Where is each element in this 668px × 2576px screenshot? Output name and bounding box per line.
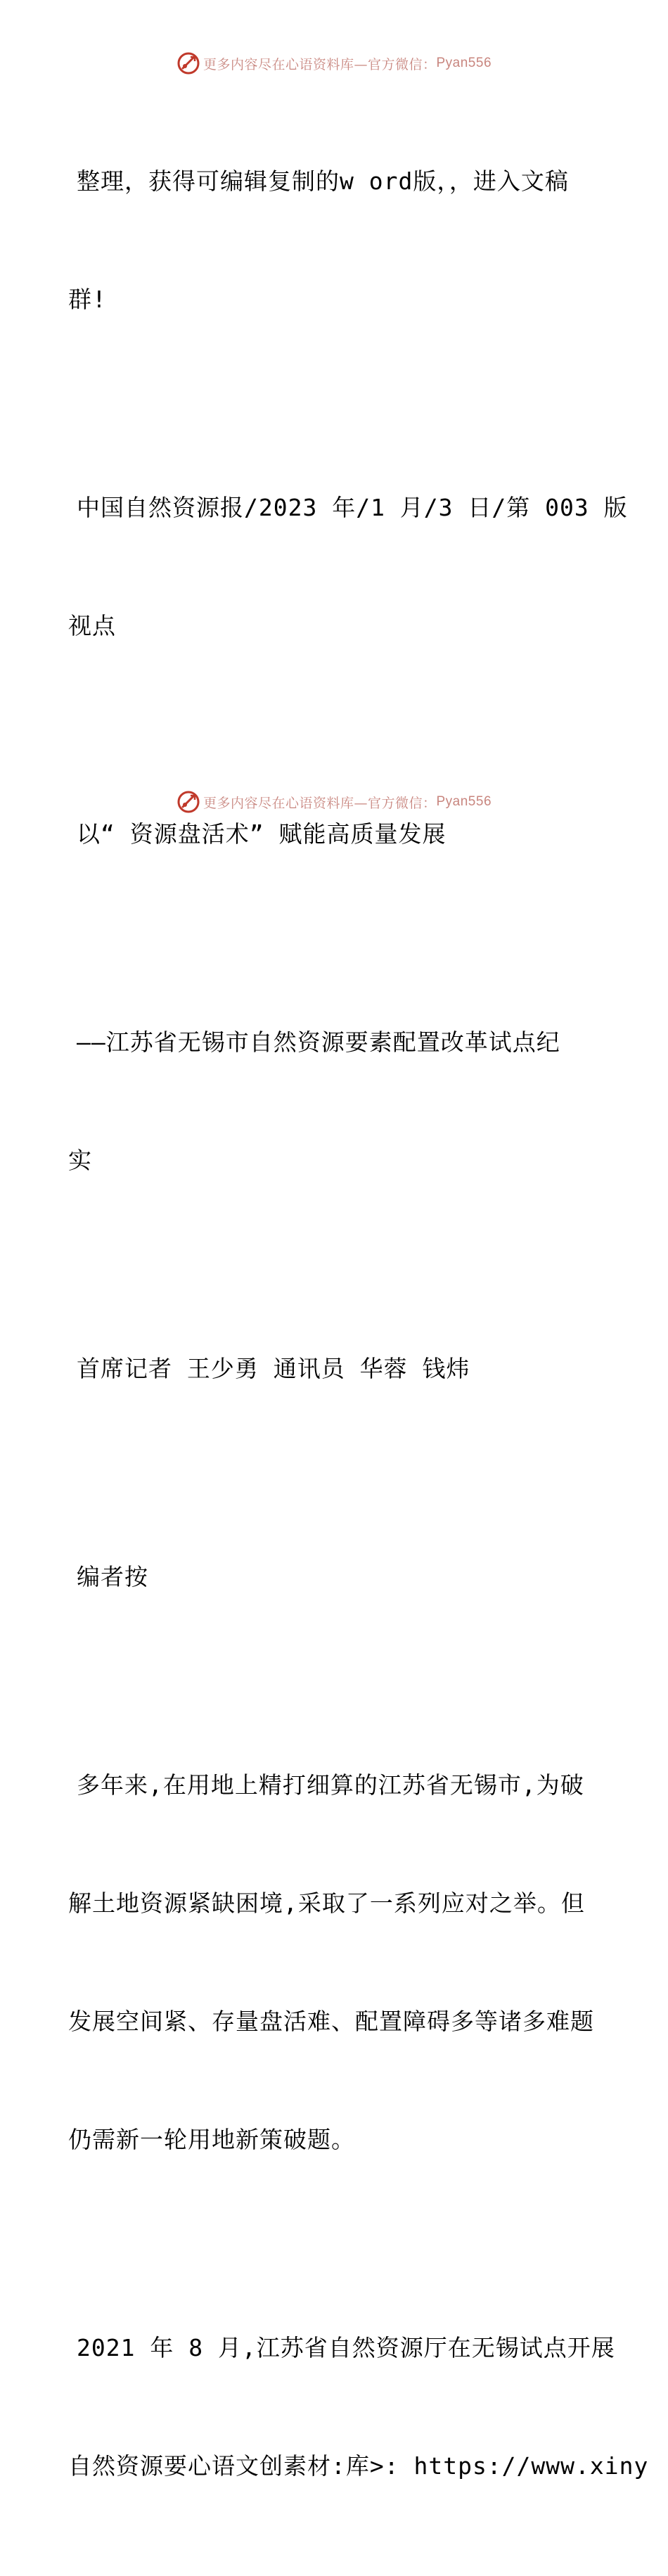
text-line: 群! xyxy=(68,286,107,313)
banner-wechat-id: Pyan556 xyxy=(436,56,492,70)
article-byline xyxy=(68,1270,603,1467)
text-line: 多年来,在用地上精打细算的江苏省无锡市,为破 xyxy=(77,1771,584,1799)
text-line: 发展空间紧、存量盘活难、配置障碍多等诸多难题 xyxy=(68,2008,594,2035)
text-line: 以“ 资源盘活术” 赋能高质量发展 xyxy=(77,820,447,848)
article-title xyxy=(68,736,603,933)
paragraph-intro xyxy=(68,83,603,398)
text-line: ——江苏省无锡市自然资源要素配置改革试点纪 xyxy=(77,1028,560,1056)
text-line: 整理，获得可编辑复制的w ord版，，进入文稿 xyxy=(77,167,569,195)
article-subtitle xyxy=(68,944,603,1259)
editor-note-heading xyxy=(68,1479,603,1676)
banner-text: 更多内容尽在心语资料库—官方微信： xyxy=(203,56,437,72)
banner-text: 更多内容尽在心语资料库—官方微信： xyxy=(203,795,437,811)
banner-wechat-id: Pyan556 xyxy=(436,794,492,809)
text-line: 实 xyxy=(68,1147,92,1174)
brand-logo-icon xyxy=(176,51,200,75)
header-banner xyxy=(0,49,668,77)
paragraph-source xyxy=(68,409,628,725)
text-line: 仍需新一轮用地新策破题。 xyxy=(68,2126,355,2153)
paragraph-body-2 xyxy=(68,2250,649,2565)
text-line: 视点 xyxy=(68,612,116,639)
text-line: 自然资源要心语文创素材:库>: https://www.xiny xyxy=(68,2452,649,2480)
text-line: 解土地资源紧缺困境,采取了一系列应对之举。但 xyxy=(68,1889,585,1917)
text-line: 编者按 xyxy=(77,1563,148,1590)
footer-banner xyxy=(0,788,668,816)
text-line: 中国自然资源报/2023 年/1 月/3 日/第 003 版 xyxy=(77,494,628,521)
text-line: 首席记者 王少勇 通讯员 华蓉 钱炜 xyxy=(77,1355,470,1382)
brand-logo-icon xyxy=(176,790,200,814)
document-body xyxy=(68,83,649,2576)
paragraph-body-1 xyxy=(68,1687,603,2238)
text-line: 2021 年 8 月,江苏省自然资源厅在无锡试点开展 xyxy=(77,2334,615,2361)
